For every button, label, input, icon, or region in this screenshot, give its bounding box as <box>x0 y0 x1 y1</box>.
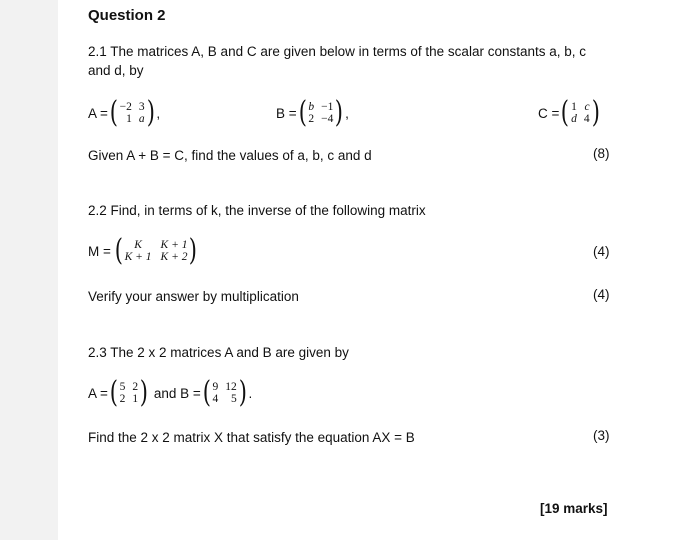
q23-intro: 2.3 The 2 x 2 matrices A and B are given by <box>88 345 349 360</box>
total-marks: [19 marks] <box>540 501 608 516</box>
cell: −4 <box>321 113 334 125</box>
and-b-label: and B = <box>153 385 201 401</box>
cell: b <box>308 101 315 113</box>
cell: 1 <box>126 113 132 125</box>
matrix-m-22: M = ( K K + 1 K + 1 K + 2 ) <box>88 233 198 268</box>
cell: 3 <box>138 101 145 113</box>
cell: c <box>584 101 590 113</box>
q21-intro-line2: and d, by <box>88 63 144 78</box>
q21-intro-line1: 2.1 The matrices A, B and C are given below in terms of the scalar constants a, b, c <box>88 44 586 59</box>
cell: 12 <box>225 381 237 393</box>
cell: K + 2 <box>160 251 188 263</box>
cell: K <box>134 239 142 251</box>
cell: 2 <box>132 381 139 393</box>
left-margin-bar <box>0 0 59 540</box>
q23-find: Find the 2 x 2 matrix X that satisfy the equation AX = B <box>88 430 415 445</box>
q21-given: Given A + B = C, find the values of a, b, c and d <box>88 148 372 163</box>
q23-marks: (3) <box>593 428 610 443</box>
cell: 4 <box>583 113 590 125</box>
q22-verify-marks: (4) <box>593 287 610 302</box>
matrix-c-label: C = <box>538 105 560 121</box>
cell: 1 <box>132 393 139 405</box>
question-page <box>58 0 700 540</box>
cell: 9 <box>212 381 219 393</box>
q22-verify: Verify your answer by multiplication <box>88 289 299 304</box>
cell: −2 <box>119 101 132 113</box>
cell: 4 <box>212 393 219 405</box>
q22-marks: (4) <box>593 244 610 259</box>
cell: 5 <box>119 381 126 393</box>
cell: K + 1 <box>124 251 152 263</box>
cell: 2 <box>119 393 126 405</box>
q23-matrices: A = ( 5 2 2 1 ) and B = ( 9 12 4 5 ) . <box>88 375 253 410</box>
matrix-a-21: A = ( −2 3 1 a ) , <box>88 95 161 130</box>
cell: d <box>571 113 577 125</box>
q21-marks: (8) <box>593 146 610 161</box>
cell: K + 1 <box>160 239 188 251</box>
matrix-b-label: B = <box>276 105 297 121</box>
cell: a <box>138 113 145 125</box>
cell: −1 <box>321 101 334 113</box>
cell: 5 <box>230 393 237 405</box>
matrix-c-21: C = ( 1 c d 4 ) <box>538 95 600 130</box>
matrix-m-label: M = <box>88 243 111 259</box>
question-title: Question 2 <box>88 7 166 24</box>
matrix-b-21: B = ( b −1 2 −4 ) , <box>276 95 349 130</box>
cell: 1 <box>571 101 577 113</box>
matrix-a-label: A = <box>88 105 108 121</box>
cell: 2 <box>308 113 315 125</box>
matrix-a-label: A = <box>88 385 108 401</box>
q22-intro: 2.2 Find, in terms of k, the inverse of the following matrix <box>88 203 426 218</box>
